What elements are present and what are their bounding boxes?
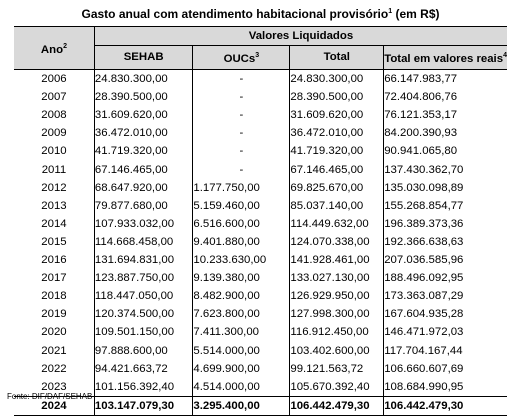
table-row xyxy=(14,323,507,341)
header-oucs-label: OUCs xyxy=(223,53,256,66)
cell-oucs: 10.233.630,00 xyxy=(193,251,290,269)
cell-total-reais: 155.268.854,77 xyxy=(384,199,464,212)
cell-sehab: 131.694.831,00 xyxy=(94,251,192,269)
table-row xyxy=(14,233,507,251)
source-note: Fonte: DIF/DAF/SEHAB xyxy=(7,392,93,401)
cell-sehab: 97.888.600,00 xyxy=(94,342,192,360)
cell-year: 2013 xyxy=(14,197,94,215)
cell-year: 2011 xyxy=(14,161,94,179)
cell-sehab: 114.668.458,00 xyxy=(94,233,192,251)
cell-total-reais: 207.036.585,96 xyxy=(384,254,464,267)
cell-sehab: 24.830.300,00 xyxy=(94,70,192,89)
cell-total: 127.998.300,00 xyxy=(290,305,384,323)
cell-total-reais: 117.704.167,44 xyxy=(384,344,463,357)
cell-sehab: 36.472.010,00 xyxy=(94,124,192,142)
cell-total-reais: 90.941.065,80 xyxy=(384,145,458,158)
header-ano-label: Ano xyxy=(40,43,64,56)
table-row xyxy=(14,305,507,323)
table-body xyxy=(14,70,507,416)
cell-total: 85.037.140,00 xyxy=(290,197,384,215)
cell-total-reais: 76.121.353,17 xyxy=(384,109,458,122)
cell-total-reais: 146.471.972,03 xyxy=(384,326,464,339)
table-title xyxy=(0,7,521,21)
cell-oucs: - xyxy=(193,124,290,142)
cell-year: 2020 xyxy=(14,323,94,341)
cell-year: 2008 xyxy=(14,106,94,124)
header-total-reais-label: Total em valores reais xyxy=(384,53,504,66)
cell-sehab: 123.887.750,00 xyxy=(94,269,192,287)
cell-sehab: 79.877.680,00 xyxy=(94,197,192,215)
cell-sehab: 103.147.079,30 xyxy=(94,396,192,415)
header-ano-footnote: 2 xyxy=(63,42,67,50)
cell-total: 24.830.300,00 xyxy=(290,70,384,89)
table-row xyxy=(14,342,507,360)
cell-total: 28.390.500,00 xyxy=(290,88,384,106)
table-row xyxy=(14,142,507,160)
table-row xyxy=(14,197,507,215)
cell-oucs: - xyxy=(193,88,290,106)
table-row xyxy=(14,215,507,233)
cell-year: 2015 xyxy=(14,233,94,251)
cell-sehab: 94.421.663,72 xyxy=(94,360,192,378)
cell-sehab: 68.647.920,00 xyxy=(94,179,192,197)
cell-total-reais: 192.366.638,63 xyxy=(384,235,464,248)
cell-oucs: 5.514.000,00 xyxy=(193,342,290,360)
cell-total: 99.121.563,72 xyxy=(290,360,384,378)
table-title-footnote: 1 xyxy=(388,8,393,15)
cell-total: 105.670.392,40 xyxy=(290,378,384,397)
cell-sehab: 67.146.465,00 xyxy=(94,161,192,179)
cell-oucs: 6.516.600,00 xyxy=(193,215,290,233)
cell-total: 126.929.950,00 xyxy=(290,287,384,305)
cell-year: 2023 xyxy=(14,378,94,397)
header-total-reais xyxy=(384,46,507,70)
cell-total: 141.928.461,00 xyxy=(290,251,384,269)
cell-year: 2024 xyxy=(14,396,94,415)
cell-oucs: 4.699.900,00 xyxy=(193,360,290,378)
cell-total: 36.472.010,00 xyxy=(290,124,384,142)
cell-year: 2022 xyxy=(14,360,94,378)
cell-sehab: 107.933.032,00 xyxy=(94,215,192,233)
cell-total: 41.719.320,00 xyxy=(290,142,384,160)
cell-year: 2018 xyxy=(14,287,94,305)
table-row xyxy=(14,88,507,106)
cell-year: 2019 xyxy=(14,305,94,323)
header-sehab: SEHAB xyxy=(94,46,192,70)
cell-total: 31.609.620,00 xyxy=(290,106,384,124)
cell-oucs: - xyxy=(193,106,290,124)
cell-oucs: 9.139.380,00 xyxy=(193,269,290,287)
cell-sehab: 120.374.500,00 xyxy=(94,305,192,323)
cell-total: 116.912.450,00 xyxy=(290,323,384,341)
cell-year: 2014 xyxy=(14,215,94,233)
cell-total: 69.825.670,00 xyxy=(290,179,384,197)
table-row xyxy=(14,360,507,378)
cell-total-reais: 196.389.373,36 xyxy=(384,217,464,230)
cell-total: 114.449.632,00 xyxy=(290,215,384,233)
cell-year: 2007 xyxy=(14,88,94,106)
table-row xyxy=(14,70,507,89)
cell-sehab: 109.501.150,00 xyxy=(94,323,192,341)
table-row xyxy=(14,287,507,305)
table-row xyxy=(14,179,507,197)
table-row xyxy=(14,124,507,142)
cell-total: 124.070.338,00 xyxy=(290,233,384,251)
cell-total-reais: 135.030.098,89 xyxy=(384,181,464,194)
cell-year: 2021 xyxy=(14,342,94,360)
cell-year: 2010 xyxy=(14,142,94,160)
header-total-reais-footnote: 4 xyxy=(503,52,507,60)
cell-total-reais: 108.684.990,95 xyxy=(384,380,464,393)
cell-oucs: - xyxy=(193,70,290,89)
cell-sehab: 31.609.620,00 xyxy=(94,106,192,124)
cell-total-reais: 173.363.087,29 xyxy=(384,290,464,303)
cell-total-reais: 106.442.479,30 xyxy=(384,396,507,415)
table-title-text: Gasto anual com atendimento habitacional provisório xyxy=(81,7,389,21)
cell-year: 2017 xyxy=(14,269,94,287)
cell-total-reais: 188.496.092,95 xyxy=(384,272,464,285)
cell-oucs: 5.159.460,00 xyxy=(193,197,290,215)
header-ano xyxy=(14,27,94,70)
cell-oucs: 3.295.400,00 xyxy=(193,396,290,415)
cell-oucs: 8.482.900,00 xyxy=(193,287,290,305)
header-oucs xyxy=(193,46,290,70)
cell-oucs: - xyxy=(193,161,290,179)
cell-total-reais: 106.660.607,69 xyxy=(384,362,464,375)
table-row xyxy=(14,106,507,124)
cell-oucs: 9.401.880,00 xyxy=(193,233,290,251)
spending-table xyxy=(14,26,507,416)
cell-total-reais: 84.200.390,93 xyxy=(384,127,458,140)
cell-oucs: 4.514.000,00 xyxy=(193,378,290,397)
cell-year: 2006 xyxy=(14,70,94,89)
cell-total: 106.442.479,30 xyxy=(290,396,384,415)
table-row xyxy=(14,251,507,269)
cell-sehab: 28.390.500,00 xyxy=(94,88,192,106)
cell-total-reais: 137.430.362,70 xyxy=(384,163,464,176)
cell-total-reais: 66.147.983,77 xyxy=(384,73,458,86)
header-total: Total xyxy=(290,46,384,70)
table-row xyxy=(14,161,507,179)
table-row xyxy=(14,269,507,287)
cell-oucs: 1.177.750,00 xyxy=(193,179,290,197)
cell-sehab: 41.719.320,00 xyxy=(94,142,192,160)
cell-sehab: 101.156.392,40 xyxy=(94,378,192,397)
cell-total-reais: 72.404.806,76 xyxy=(384,91,458,104)
cell-year: 2012 xyxy=(14,179,94,197)
table-title-unit: (em R$) xyxy=(392,7,440,21)
cell-total-reais: 167.604.935,28 xyxy=(384,308,464,321)
header-valores-liquidados: Valores Liquidados xyxy=(94,27,507,46)
cell-total: 67.146.465,00 xyxy=(290,161,384,179)
cell-sehab: 118.447.050,00 xyxy=(94,287,192,305)
cell-oucs: 7.411.300,00 xyxy=(193,323,290,341)
cell-oucs: - xyxy=(193,142,290,160)
cell-year: 2009 xyxy=(14,124,94,142)
cell-total: 133.027.130,00 xyxy=(290,269,384,287)
cell-year: 2016 xyxy=(14,251,94,269)
cell-total: 103.402.600,00 xyxy=(290,342,384,360)
header-oucs-footnote: 3 xyxy=(255,52,260,60)
cell-oucs: 7.623.800,00 xyxy=(193,305,290,323)
